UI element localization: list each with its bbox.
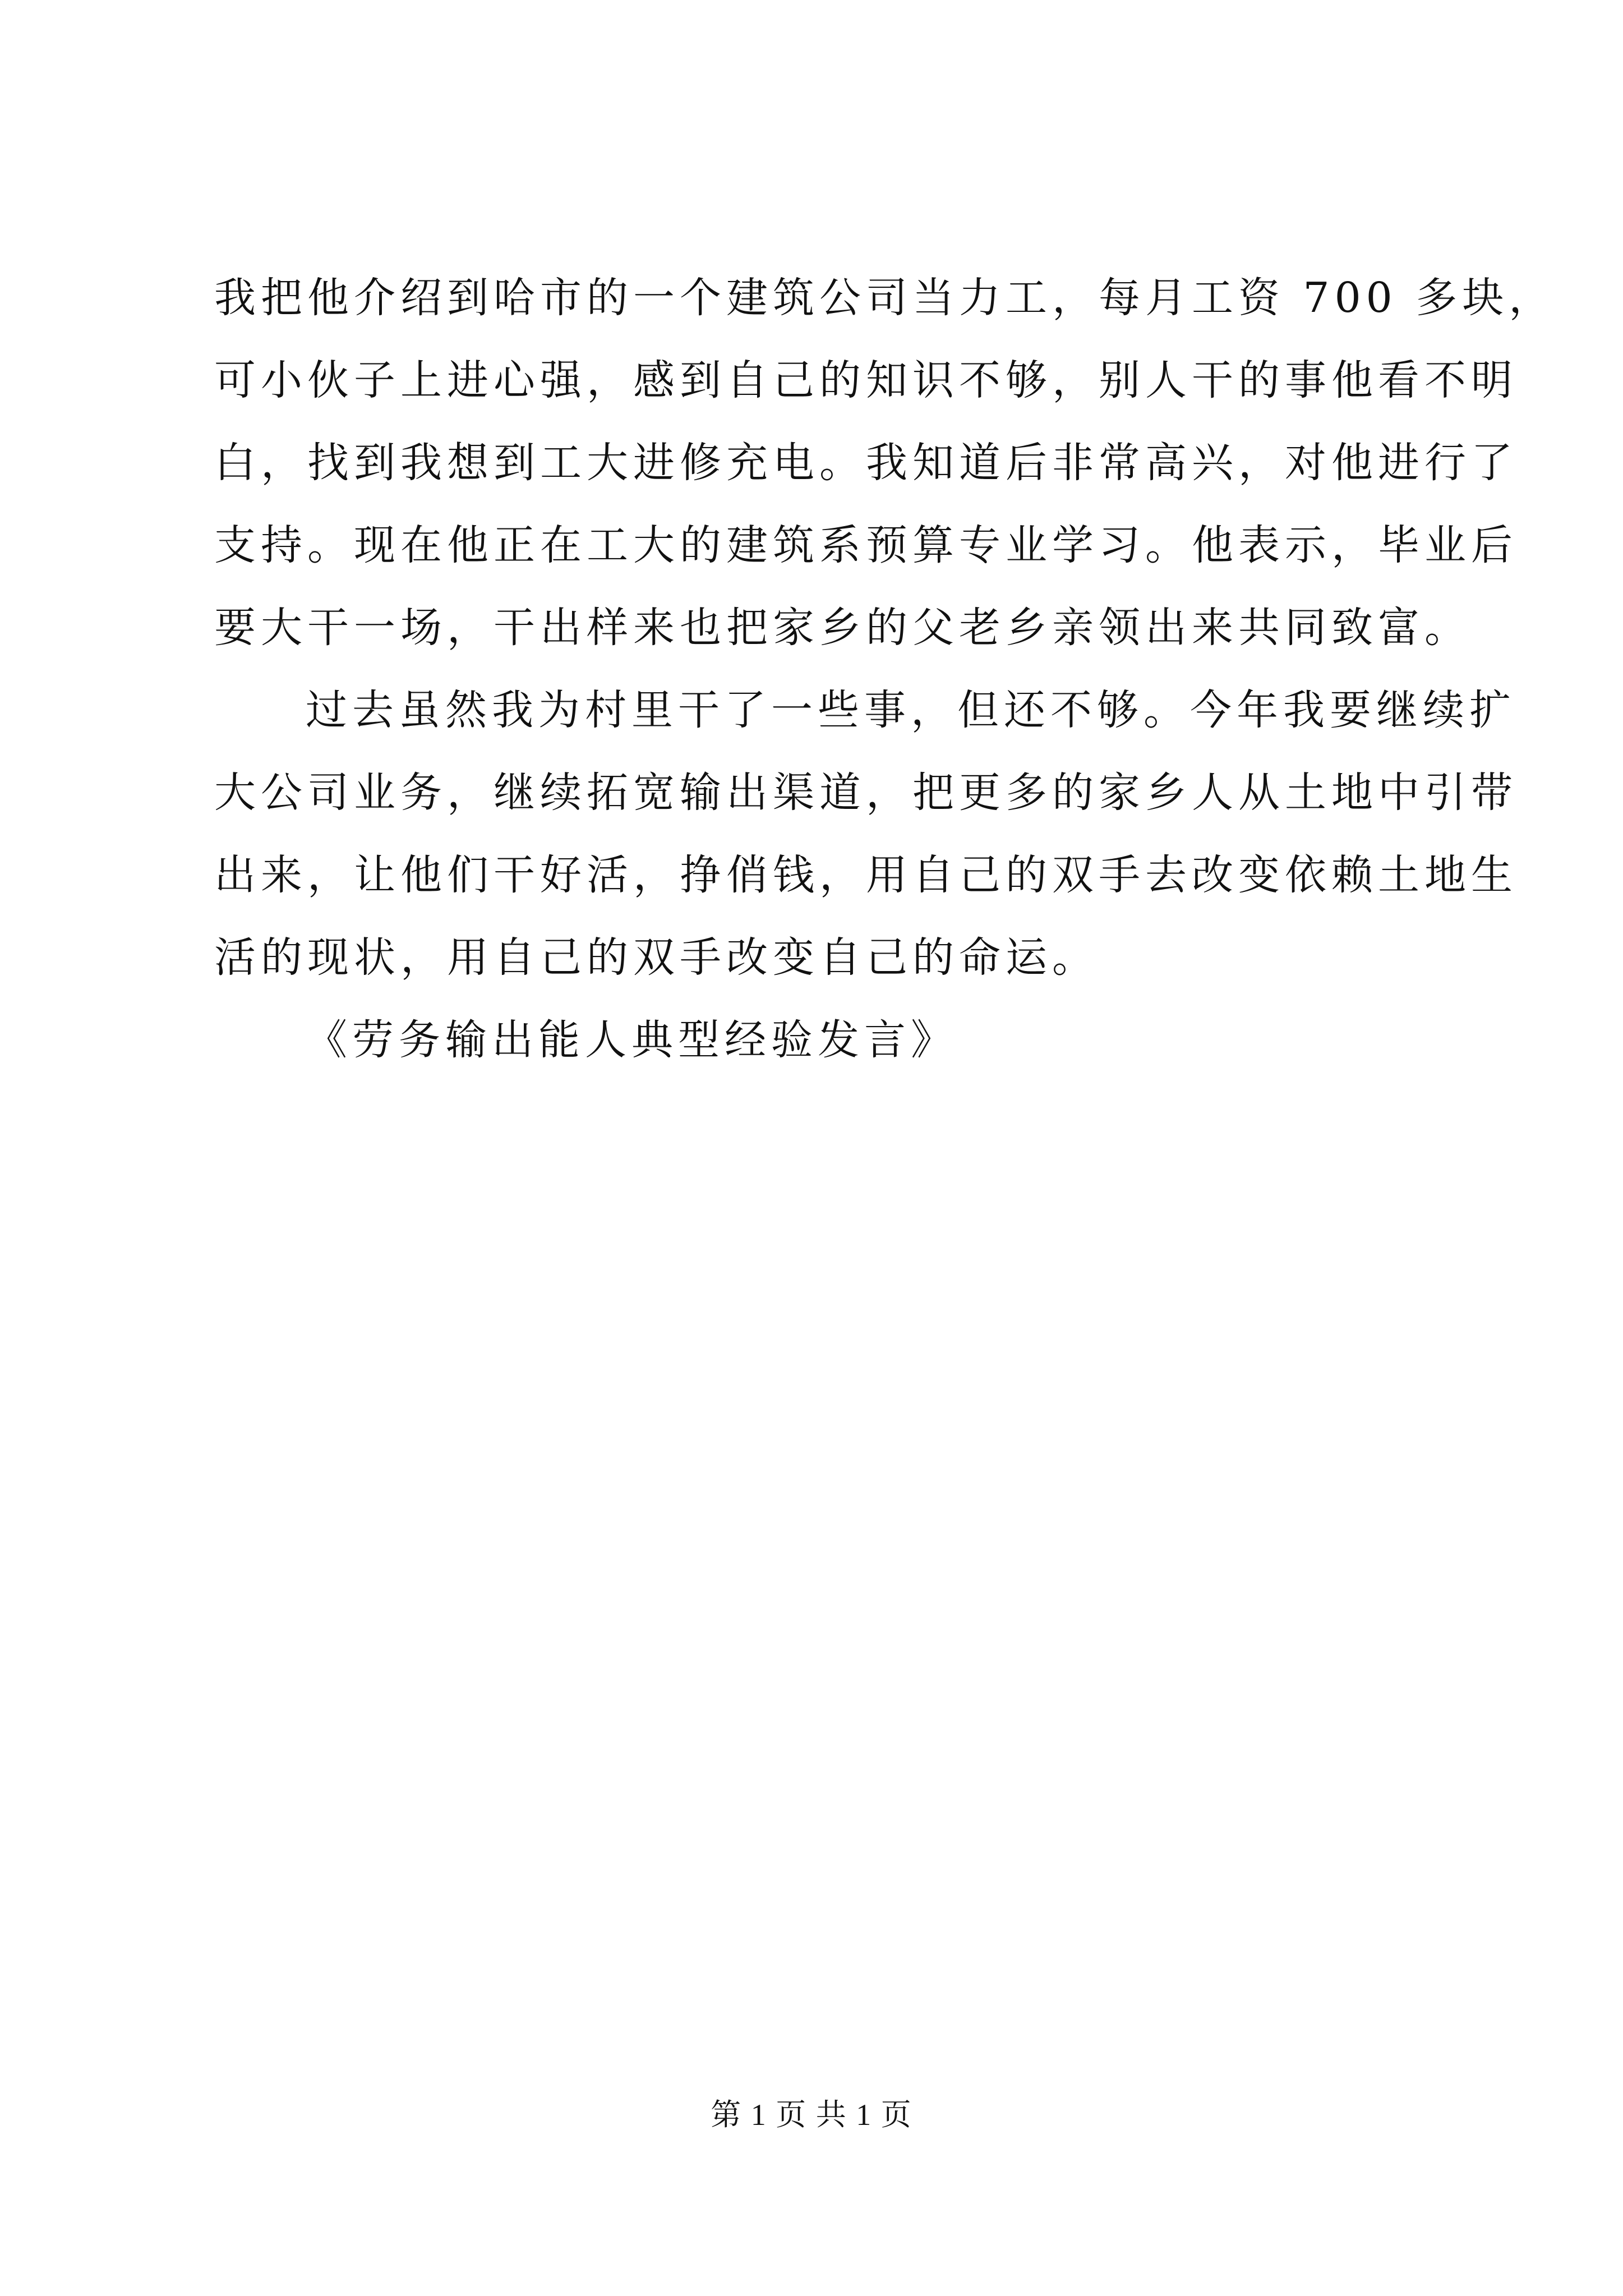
- paragraph-1: [214, 257, 1556, 669]
- paragraph-line: 过去虽然我为村里干了一些事，但还不够。今年我要继续扩: [306, 686, 1516, 734]
- document-body: [214, 257, 1556, 1082]
- paragraph-line: 白，找到我想到工大进修充电。我知道后非常高兴，对他进行了: [214, 439, 1518, 487]
- paragraph-2: [214, 669, 1518, 999]
- paragraph-line: 大公司业务，继续拓宽输出渠道，把更多的家乡人从土地中引带: [214, 769, 1518, 817]
- closing-title: 《劳务输出能人典型经验发言》: [306, 1016, 957, 1064]
- paragraph-line: 出来，让他们干好活，挣俏钱，用自己的双手去改变依赖土地生: [214, 851, 1518, 899]
- paragraph-line: 要大干一场，干出样来也把家乡的父老乡亲领出来共同致富。: [214, 604, 1471, 652]
- paragraph-line: 我把他介绍到哈市的一个建筑公司当力工，每月工资 700 多块，: [214, 274, 1556, 322]
- paragraph-line: 可小伙子上进心强，感到自己的知识不够，别人干的事他看不明: [214, 356, 1518, 404]
- page-footer: 第 1 页 共 1 页: [711, 2098, 912, 2132]
- paragraph-line: 活的现状，用自己的双手改变自己的命运。: [214, 933, 1099, 982]
- paragraph-line: 支持。现在他正在工大的建筑系预算专业学习。他表示，毕业后: [214, 521, 1518, 569]
